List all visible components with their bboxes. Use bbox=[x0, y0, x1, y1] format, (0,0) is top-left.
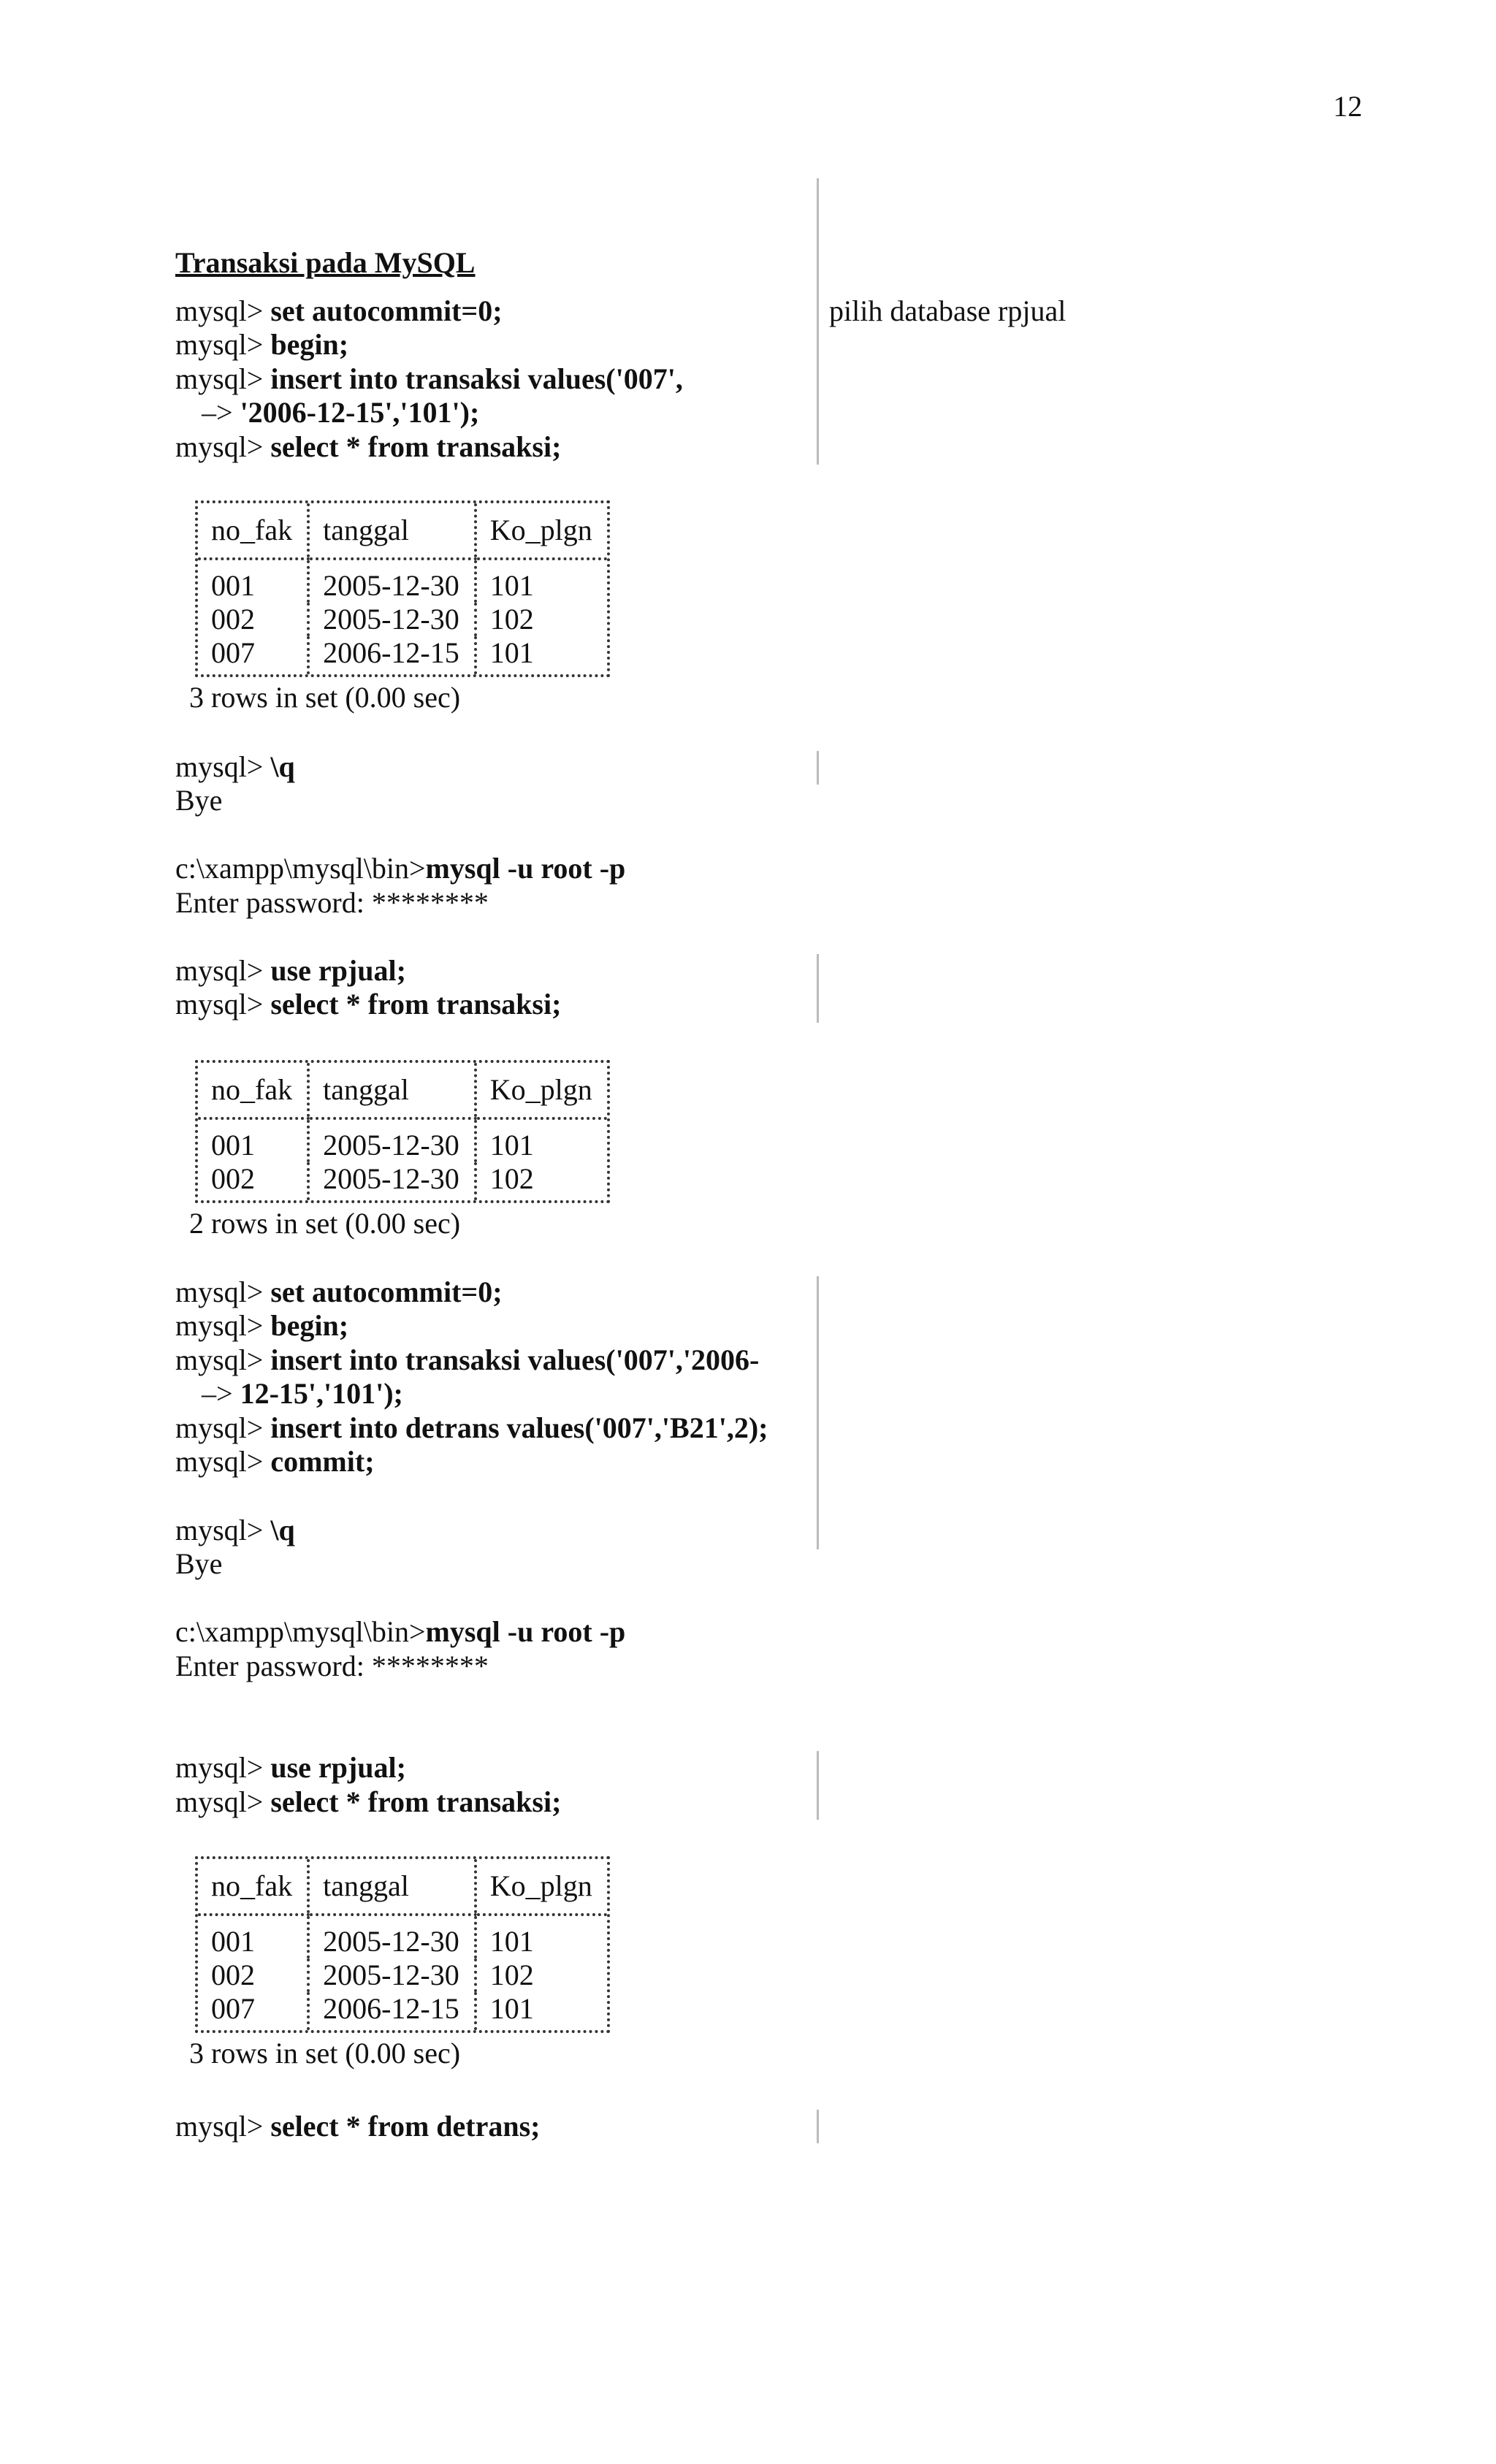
row-count: 2 rows in set (0.00 sec) bbox=[189, 1207, 461, 1240]
column-header: Ko_plgn bbox=[476, 503, 607, 559]
column-header: tanggal bbox=[308, 1063, 476, 1118]
column-header: Ko_plgn bbox=[476, 1859, 607, 1915]
command-line: mysql> set autocommit=0; bbox=[175, 294, 503, 327]
section-title: Transaksi pada MySQL bbox=[175, 246, 476, 279]
output-line: Enter password: ******** bbox=[175, 1649, 489, 1682]
table-row: 002 2005-12-30 102 bbox=[198, 1958, 607, 1992]
command-line: mysql> set autocommit=0; bbox=[175, 1275, 503, 1308]
command-line: mysql> \q bbox=[175, 750, 295, 783]
margin-bar bbox=[817, 1276, 819, 1549]
command-line: mysql> select * from transaksi; bbox=[175, 1785, 562, 1818]
table-row: 001 2005-12-30 101 bbox=[198, 1915, 607, 1958]
command-line: mysql> begin; bbox=[175, 328, 349, 361]
command-line: mysql> insert into transaksi values('007', bbox=[175, 362, 683, 395]
command-continuation: –> '2006-12-15','101'); bbox=[202, 396, 480, 429]
shell-line: c:\xampp\mysql\bin>mysql -u root -p bbox=[175, 1615, 626, 1648]
output-line: Bye bbox=[175, 1547, 223, 1580]
command-line: mysql> insert into transaksi values('007','2006- bbox=[175, 1343, 760, 1376]
command-line: mysql> begin; bbox=[175, 1309, 349, 1342]
command-line: mysql> use rpjual; bbox=[175, 954, 406, 987]
command-line: mysql> use rpjual; bbox=[175, 1751, 406, 1784]
command-line: mysql> commit; bbox=[175, 1445, 375, 1478]
command-line: mysql> select * from transaksi; bbox=[175, 430, 562, 463]
command-line: mysql> select * from detrans; bbox=[175, 2110, 541, 2143]
row-count: 3 rows in set (0.00 sec) bbox=[189, 681, 461, 714]
margin-bar bbox=[817, 2110, 819, 2143]
table-row: 001 2005-12-30 101 bbox=[198, 1118, 607, 1162]
row-count: 3 rows in set (0.00 sec) bbox=[189, 2037, 461, 2070]
result-table bbox=[198, 1859, 607, 2030]
table-row: 002 2005-12-30 102 bbox=[198, 1162, 607, 1200]
column-header: tanggal bbox=[308, 503, 476, 559]
result-table bbox=[198, 503, 607, 674]
column-header: no_fak bbox=[198, 503, 308, 559]
column-header: no_fak bbox=[198, 1859, 308, 1915]
table-row: 001 2005-12-30 101 bbox=[198, 559, 607, 603]
query-result-3 bbox=[189, 1856, 610, 2070]
query-result-2 bbox=[189, 1060, 610, 1240]
column-header: tanggal bbox=[308, 1859, 476, 1915]
output-line: Bye bbox=[175, 784, 223, 817]
side-note: pilih database rpjual bbox=[829, 294, 1066, 327]
output-line: Enter password: ******** bbox=[175, 886, 489, 919]
margin-bar bbox=[817, 751, 819, 785]
shell-line: c:\xampp\mysql\bin>mysql -u root -p bbox=[175, 852, 626, 885]
table-row: 007 2006-12-15 101 bbox=[198, 636, 607, 674]
column-header: no_fak bbox=[198, 1063, 308, 1118]
table-row: 007 2006-12-15 101 bbox=[198, 1992, 607, 2030]
result-table bbox=[198, 1063, 607, 1200]
table-row: 002 2005-12-30 102 bbox=[198, 603, 607, 636]
margin-bar bbox=[817, 954, 819, 1023]
command-line: mysql> select * from transaksi; bbox=[175, 988, 562, 1021]
page-number: 12 bbox=[1333, 90, 1362, 123]
column-header: Ko_plgn bbox=[476, 1063, 607, 1118]
command-continuation: –> 12-15','101'); bbox=[202, 1377, 403, 1410]
command-line: mysql> insert into detrans values('007','B21',2); bbox=[175, 1411, 768, 1444]
margin-bar bbox=[817, 178, 819, 465]
query-result-1 bbox=[189, 500, 610, 714]
command-line: mysql> \q bbox=[175, 1514, 295, 1546]
margin-bar bbox=[817, 1751, 819, 1820]
